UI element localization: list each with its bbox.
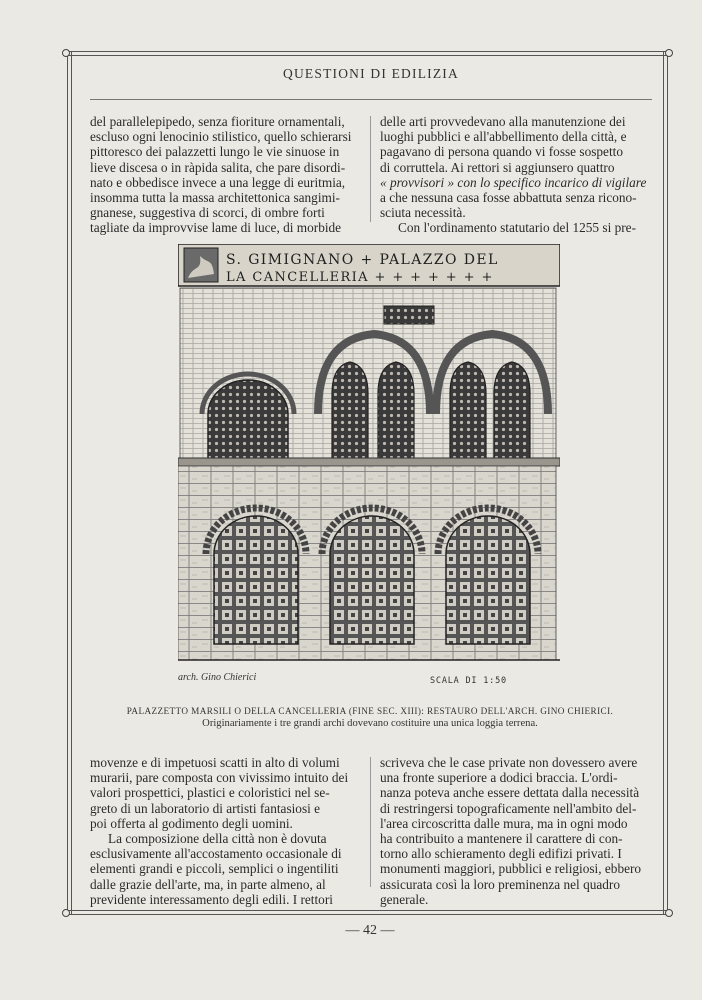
- frame-right-rule-inner: [663, 51, 664, 915]
- small-vent: [384, 306, 434, 324]
- text-line: lieve discesa o in ràpida salita, che pare disordi-: [90, 159, 346, 175]
- text-line: luoghi pubblici e all'abbellimento della città, e: [380, 129, 627, 145]
- frame-right-rule: [667, 51, 668, 915]
- text-line: nato e obbedisce invece a una legge di euritmia,: [90, 174, 346, 190]
- text-line: monumenti maggiori, pubblici e religiosi, ebbero: [380, 861, 642, 877]
- text-line: murarii, pare composta con vivissimo intuito dei: [90, 770, 349, 786]
- figure-caption-note: Originariamente i tre grandi archi dovevano costituire una unica loggia terrena.: [202, 718, 538, 729]
- scale-label: SCALA DI 1:50: [430, 676, 507, 686]
- frame-left-rule: [67, 51, 68, 915]
- text-line: valori prospettici, plastici e coloristici nel se-: [90, 785, 330, 801]
- text-line: « provvisori » con lo specifico incarico di vigilare: [380, 174, 647, 190]
- frame-corner-ornament: [62, 49, 70, 57]
- text-line: una fronte superiore a dodici braccia. L'ordi-: [380, 770, 618, 786]
- text-line: Con l'ordinamento statutario del 1255 si pre-: [398, 220, 636, 236]
- frame-bottom-rule-inner: [68, 914, 668, 915]
- string-course: [178, 458, 560, 466]
- text-line: delle arti provvedevano alla manutenzione dei: [380, 114, 626, 129]
- header-rule: [90, 99, 652, 100]
- frame-top-rule: [68, 51, 668, 52]
- figure-caption: PALAZZETTO MARSILI O DELLA CANCELLERIA (FINE SEC. XIII): RESTAURO DELL'ARCH. GINO CHIERICI.: [126, 706, 614, 716]
- frame-left-rule-inner: [71, 51, 72, 915]
- text-line: torno allo schieramento degli edifizi privati. I: [380, 846, 622, 862]
- text-line: scriveva che le case private non dovessero avere: [380, 755, 638, 770]
- text-line: movenze e di impetuosi scatti in alto di volumi: [90, 755, 340, 770]
- text-line: previdente interessamento degli edili. I rettori: [90, 891, 333, 907]
- gothic-window-light: [378, 362, 414, 460]
- text-line: escluso ogni lenocinio stilistico, quello schierarsi: [90, 129, 352, 145]
- text-line: del parallelepipedo, senza fioriture ornamentali,: [90, 114, 345, 129]
- gothic-window-light: [450, 362, 486, 460]
- text-line: esclusivamente all'accostamento occasionale di: [90, 846, 342, 862]
- text-line: di corruttela. Ai rettori si aggiunsero quattro: [380, 159, 615, 175]
- text-line: pittoresco dei palazzetti lungo le vie sinuose in: [90, 144, 340, 160]
- column-divider: [370, 116, 371, 222]
- text-line: generale.: [380, 891, 429, 907]
- text-line: ha contribuito a mantenere il carattere di con-: [380, 831, 623, 847]
- text-line: assicurata così la loro preminenza nel quadro: [380, 876, 620, 892]
- ground-arch: [330, 516, 414, 644]
- banner-line-1: S. GIMIGNANO + PALAZZO DEL: [226, 252, 499, 268]
- palazzo-facade-illustration: [178, 244, 560, 664]
- text-line: gnanese, suggestiva di scorci, di ombre forti: [90, 205, 325, 221]
- text-line: La composizione della città non è dovuta: [108, 831, 327, 847]
- gothic-window-light: [332, 362, 368, 460]
- text-line: dalle grazie dell'arte, ma, in parte almeno, al: [90, 876, 326, 892]
- running-header: QUESTIONI DI EDILIZIA: [283, 66, 459, 81]
- page-number: — 42 —: [345, 923, 395, 938]
- text-line: nanza poteva anche essere dettata dalla necessità: [380, 785, 640, 801]
- column-divider: [370, 757, 371, 887]
- banner-line-2: LA CANCELLERIA + + + + + + +: [226, 270, 494, 285]
- text-line: tagliate da improvvise lame di luce, di morbide: [90, 220, 342, 236]
- frame-bottom-rule: [68, 910, 668, 911]
- architect-signature: arch. Gino Chierici: [178, 672, 257, 683]
- text-line: di restringersi topograficamente nell'ambito del-: [380, 800, 637, 816]
- frame-corner-ornament: [62, 909, 70, 917]
- frame-corner-ornament: [665, 909, 673, 917]
- ground-arch: [446, 516, 530, 644]
- ground-arch: [214, 516, 298, 644]
- text-line: a che nessuna casa fosse abbattuta senza ricono-: [380, 190, 637, 206]
- text-line: poi offerta al godimento degli uomini.: [90, 815, 293, 831]
- text-line: insomma tutta la massa architettonica sangimi-: [90, 190, 340, 206]
- text-line: greto di un laboratorio di artisti fantasiosi e: [90, 800, 321, 816]
- top-right-column: [380, 114, 652, 236]
- frame-corner-ornament: [665, 49, 673, 57]
- text-line: pagavano di persona quando vi fosse sospetto: [380, 144, 623, 160]
- text-line: sciuta necessità.: [380, 205, 466, 221]
- text-line: l'area circoscritta dalle mura, ma in ogni modo: [380, 815, 628, 831]
- frame-top-rule-inner: [68, 55, 668, 56]
- text-line: elementi grandi e piccoli, semplici o ingentiliti: [90, 861, 339, 877]
- bottom-right-column: [380, 755, 652, 907]
- bottom-left-column: [90, 755, 358, 907]
- left-upper-window: [208, 380, 288, 460]
- top-left-column: [90, 114, 358, 236]
- gothic-window-light: [494, 362, 530, 460]
